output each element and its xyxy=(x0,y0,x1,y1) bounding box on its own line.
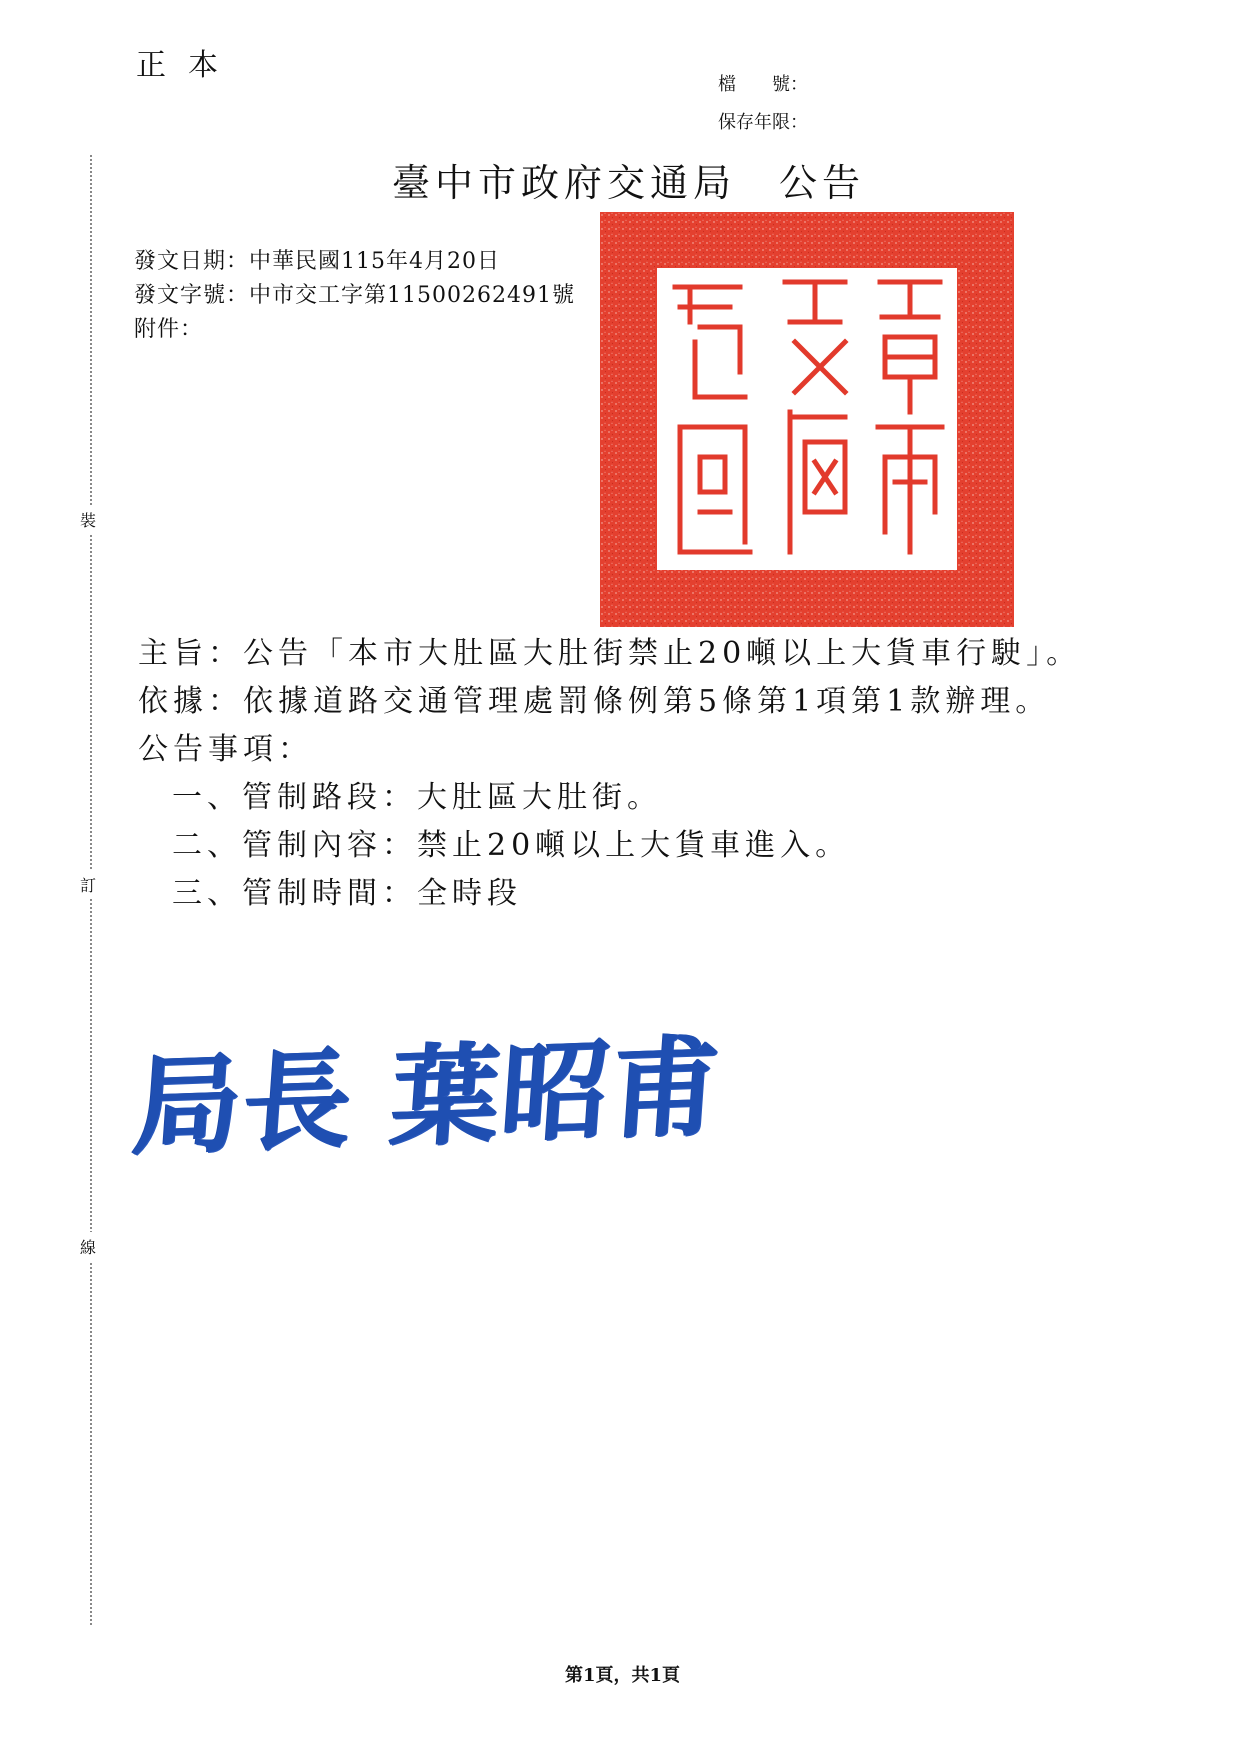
attachment-label: 附件： xyxy=(134,317,204,342)
page-number: 第1頁，共1頁 xyxy=(565,1665,681,1686)
document-title: 臺中市政府交通局 公告 xyxy=(392,161,866,205)
notice-item: 二、管制內容：禁止20噸以上大貨車進入。 xyxy=(172,828,851,863)
basis-line: 依據：依據道路交通管理處罰條例第5條第1項第1款辦理。 xyxy=(138,684,1051,719)
original-copy-label: 正本 xyxy=(136,48,240,83)
director-signature xyxy=(129,1000,728,1176)
notice-item: 三、管制時間：全時段 xyxy=(172,876,522,911)
notice-item: 一、管制路段：大肚區大肚街。 xyxy=(172,780,662,815)
official-seal xyxy=(600,212,1014,627)
binding-mark-zhuang: 裝 xyxy=(80,505,96,534)
signature-name: 葉昭甫 xyxy=(386,1023,726,1162)
signature-title: 局長 xyxy=(129,1036,358,1171)
file-number-label: 檔 號： xyxy=(718,74,808,95)
retention-period-label: 保存年限： xyxy=(718,112,808,133)
issue-number: 發文字號：中市交工字第11500262491號 xyxy=(134,283,575,308)
issue-date: 發文日期：中華民國115年4月20日 xyxy=(134,249,500,274)
binding-mark-xian: 線 xyxy=(80,1232,96,1261)
subject-line: 主旨：公告「本市大肚區大肚街禁止20噸以上大貨車行駛」。 xyxy=(138,636,1082,671)
items-heading: 公告事項： xyxy=(138,732,313,767)
binding-mark-ding: 訂 xyxy=(80,870,96,899)
